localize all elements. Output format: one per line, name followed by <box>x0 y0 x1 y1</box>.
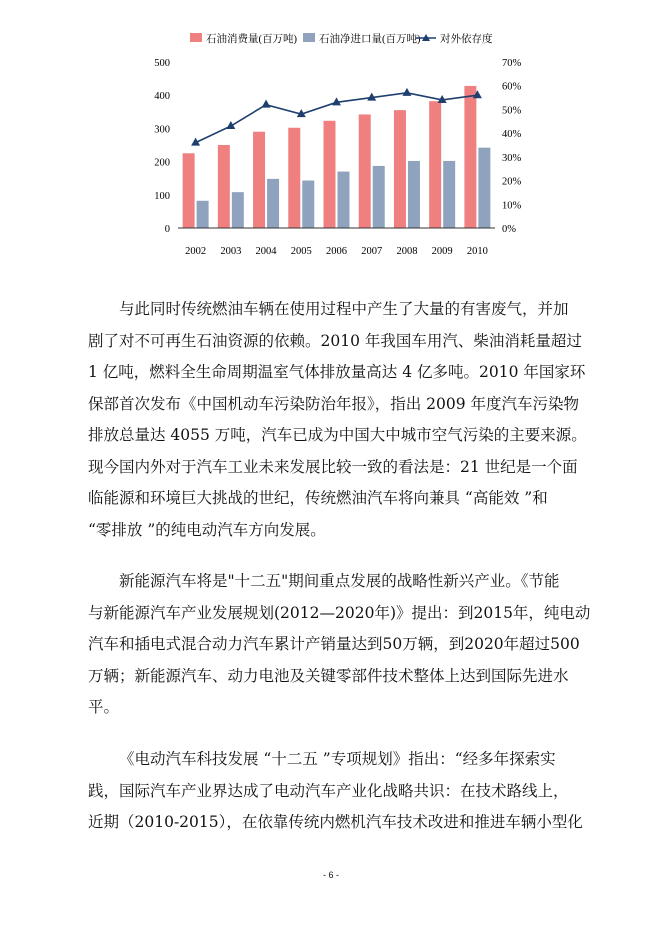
bar-net-import <box>478 148 490 228</box>
paragraph-line: 近期（2010-2015），在依靠传统内燃机汽车技术改进和推进车辆小型化 <box>88 813 583 831</box>
paragraph-line: 践，国际汽车产业界达成了电动汽车产业化战略共识：在技术路线上， <box>88 781 569 800</box>
legend-label-net-import: 石油净进口量(百万吨) <box>319 34 421 45</box>
left-axis-tick-label: 300 <box>154 124 170 136</box>
paragraph-1 <box>88 294 587 546</box>
x-axis-tick-label: 2008 <box>396 246 418 257</box>
paragraph-2 <box>88 566 591 724</box>
bar-consumption <box>324 121 336 228</box>
oil-chart <box>140 25 530 270</box>
left-axis-tick-label: 100 <box>154 190 170 202</box>
bar-net-import <box>197 201 209 228</box>
bar-net-import <box>338 172 350 228</box>
bar-net-import <box>443 161 455 228</box>
right-axis-tick-label: 0% <box>502 224 516 235</box>
page-number: - 6 - <box>322 870 339 880</box>
paragraph-line: 汽车和插电式混合动力汽车累计产销量达到50万辆，到2020年超过500 <box>88 635 580 653</box>
right-axis-labels <box>502 58 522 235</box>
paragraph-line: 排放总量达 4055 万吨，汽车已成为中国大中城市空气污染的主要来源。 <box>88 426 587 444</box>
paragraph-line: 《电动汽车科技发展 “十二五 ”专项规划》指出：“经多年探索实 <box>119 750 556 768</box>
paragraph-line: 1 亿吨，燃料全生命周期温室气体排放量高达 4 亿多吨。2010 年国家环 <box>88 363 586 381</box>
bar-consumption <box>394 110 406 228</box>
legend-label-dependency: 对外依存度 <box>440 34 493 45</box>
bar-consumption <box>253 132 265 228</box>
x-axis-tick-label: 2009 <box>431 246 453 257</box>
x-axis-tick-label: 2005 <box>290 246 312 257</box>
legend-label-consumption: 石油消费量(百万吨) <box>206 34 297 45</box>
legend-swatch-consumption <box>190 33 202 42</box>
x-axis-tick-label: 2003 <box>220 246 242 257</box>
right-axis-tick-label: 10% <box>502 200 522 212</box>
right-axis-tick-label: 40% <box>502 129 522 141</box>
paragraph-line: 现今国内外对于汽车工业未来发展比较一致的看法是：21 世纪是一个面 <box>88 457 578 476</box>
paragraph-line: 平。 <box>88 698 120 716</box>
left-axis-labels <box>154 58 170 235</box>
x-axis-labels <box>185 246 488 257</box>
paragraph-line: 与此同时传统燃油车辆在使用过程中产生了大量的有害废气，并加 <box>119 300 569 318</box>
bar-consumption <box>429 101 441 228</box>
paragraph-line: 保部首次发布《中国机动车污染防治年报》，指出 2009 年度汽车污染物 <box>88 394 580 413</box>
right-axis-tick-label: 30% <box>502 152 522 164</box>
right-axis-tick-label: 50% <box>502 105 522 117</box>
paragraph-line: “零排放 ”的纯电动汽车方向发展。 <box>88 520 326 539</box>
bar-consumption <box>359 114 371 228</box>
bar-consumption <box>218 145 230 228</box>
dependency-marker <box>262 100 271 108</box>
paragraph-line: 与新能源汽车产业发展规划(2012—2020年)》提出：到2015年，纯电动 <box>88 603 591 622</box>
bar-consumption <box>288 128 300 228</box>
bar-net-import <box>373 166 385 228</box>
left-axis-tick-label: 200 <box>154 157 170 169</box>
left-axis-tick-label: 500 <box>154 58 170 69</box>
paragraph-line: 新能源汽车将是"十二五"期间重点发展的战略性新兴产业。《节能 <box>119 572 560 590</box>
bar-net-import <box>232 192 244 228</box>
x-axis-tick-label: 2010 <box>466 246 488 257</box>
bars-layer <box>183 86 491 228</box>
bar-net-import <box>302 181 314 228</box>
bar-consumption <box>183 153 195 228</box>
right-axis-tick-label: 60% <box>502 81 522 93</box>
left-axis-tick-label: 0 <box>164 224 170 235</box>
x-axis-tick-label: 2007 <box>361 246 383 257</box>
x-axis-tick-label: 2006 <box>326 246 347 257</box>
right-axis-tick-label: 70% <box>502 58 522 69</box>
bar-consumption <box>464 86 476 228</box>
x-axis-tick-label: 2002 <box>185 246 207 257</box>
x-axis-tick-label: 2004 <box>255 246 277 257</box>
right-axis-tick-label: 20% <box>502 176 522 188</box>
paragraph-line: 剧了对不可再生石油资源的依赖。2010 年我国车用汽、柴油消耗量超过 <box>88 331 582 350</box>
chart-legend <box>190 32 493 45</box>
bar-net-import <box>408 161 420 228</box>
legend-swatch-net-import <box>303 33 315 42</box>
dependency-marker <box>402 88 411 96</box>
paragraph-line: 临能源和环境巨大挑战的世纪，传统燃油汽车将向兼具 “高能效 ”和 <box>88 489 548 507</box>
bar-net-import <box>267 179 279 228</box>
paragraph-line: 万辆；新能源汽车、动力电池及关键零部件技术整体上达到国际先进水 <box>88 666 569 685</box>
left-axis-tick-label: 400 <box>154 91 170 103</box>
paragraph-3 <box>88 744 583 839</box>
